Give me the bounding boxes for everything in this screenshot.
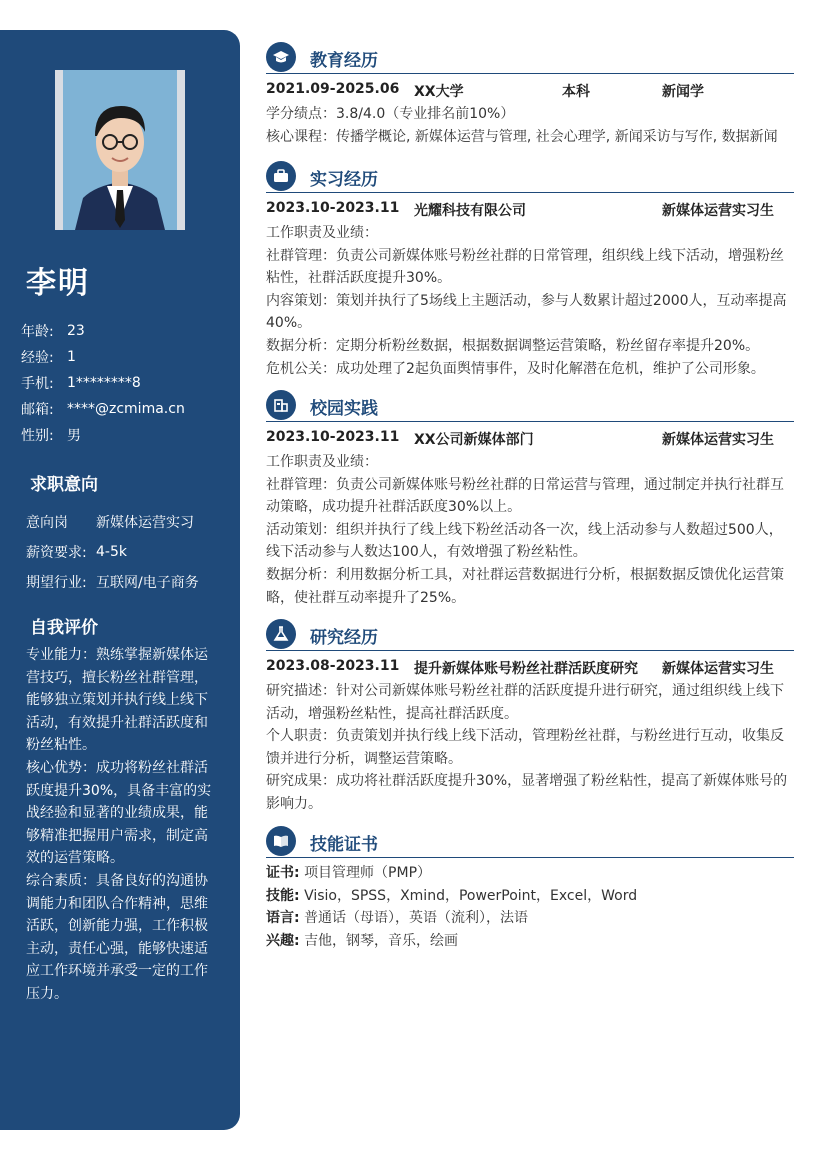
building-icon	[266, 390, 296, 420]
intent-value: 互联网/电子商务	[96, 575, 199, 591]
avatar-photo	[55, 70, 185, 230]
skill-value: Visio，SPSS，Xmind，PowerPoint，Excel，Word	[304, 887, 638, 904]
campus-period: 2023.10-2023.11	[266, 429, 400, 445]
info-label: 性别:	[21, 428, 54, 444]
education-degree: 本科	[562, 84, 590, 100]
section-title: 实习经历	[310, 170, 378, 190]
info-label: 手机:	[21, 376, 54, 392]
detail-line: 活动策划：组织并执行了线上线下粉丝活动各一次，线上活动参与人数超过500人，线下活动参与人数达100人，有效增强了粉丝粘性。	[266, 521, 783, 561]
briefcase-icon	[266, 161, 296, 191]
education-details	[266, 103, 794, 148]
intent-label: 意向岗	[26, 515, 68, 531]
internship-role: 新媒体运营实习生	[662, 203, 774, 219]
section-internship	[266, 161, 794, 193]
intent-heading: 求职意向	[30, 475, 98, 495]
self-eval-paragraph: 核心优势：成功将粉丝社群活跃度提升30%，具备丰富的实战经验和显著的业绩成果，能够精准把握用户需求，制定高效的运营策略。	[26, 759, 212, 867]
detail-line: 工作职责及业绩：	[266, 454, 378, 470]
detail-line: 社群管理：负责公司新媒体账号粉丝社群的日常管理，组织线上线下活动，增强粉丝粘性，社群活跃度提升30%。	[266, 247, 784, 287]
detail-line: 研究描述：针对公司新媒体账号粉丝社群的活跃度提升进行研究，通过组织线上线下活动，增强粉丝粘性，提高社群活跃度。	[266, 683, 784, 722]
research-role: 新媒体运营实习生	[662, 661, 774, 677]
intent-value: 4-5k	[96, 544, 127, 560]
candidate-name: 李明	[26, 266, 90, 301]
basic-info	[21, 318, 231, 448]
intent-label: 薪资要求:	[26, 545, 87, 561]
campus-header	[266, 429, 794, 449]
info-email	[21, 396, 231, 422]
skill-row	[266, 907, 794, 930]
intent-row	[26, 567, 231, 597]
intent-label: 期望行业:	[26, 575, 87, 591]
skill-label: 技能:	[266, 887, 300, 904]
research-details	[266, 680, 794, 816]
section-campus	[266, 390, 794, 422]
self-eval-heading: 自我评价	[30, 618, 98, 638]
graduation-cap-icon	[266, 42, 296, 72]
info-value: 男	[67, 428, 81, 444]
flask-icon	[266, 619, 296, 649]
internship-period: 2023.10-2023.11	[266, 200, 400, 216]
job-intent	[26, 507, 231, 597]
research-header	[266, 658, 794, 678]
info-label: 年龄:	[21, 324, 54, 340]
detail-line: 数据分析：定期分析粉丝数据，根据数据调整运营策略，粉丝留存率提升20%。	[266, 337, 760, 354]
info-value: 1	[67, 349, 76, 365]
self-eval-paragraph: 综合素质：具备良好的沟通协调能力和团队合作精神，思维活跃，创新能力强，工作积极主动，责任心强，能够快速适应工作环境并承受一定的工作压力。	[26, 872, 208, 1002]
section-research	[266, 619, 794, 651]
info-gender	[21, 422, 231, 448]
section-skills	[266, 826, 794, 858]
self-eval-text	[26, 644, 218, 1006]
info-label: 邮箱:	[21, 402, 54, 418]
detail-line: 个人职责：负责策划并执行线上线下活动，管理粉丝社群，与粉丝进行互动，收集反馈并进行分析，调整运营策略。	[266, 728, 784, 767]
section-title: 技能证书	[310, 835, 378, 855]
skill-row	[266, 885, 794, 908]
book-icon	[266, 826, 296, 856]
research-topic: 提升新媒体账号粉丝社群活跃度研究	[414, 661, 638, 677]
internship-company: 光耀科技有限公司	[414, 203, 526, 219]
info-age	[21, 318, 231, 344]
education-school: XX大学	[414, 84, 464, 100]
detail-line: 危机公关：成功处理了2起负面舆情事件，及时化解潜在危机，维护了公司形象。	[266, 360, 765, 377]
intent-row	[26, 507, 231, 537]
detail-line: 内容策划：策划并执行了5场线上主题活动，参与人数累计超过2000人，互动率提高40%。	[266, 292, 787, 332]
skill-value: 项目管理师（PMP）	[304, 865, 432, 881]
skill-label: 兴趣:	[266, 932, 300, 949]
campus-details	[266, 451, 794, 609]
detail-line: 学分绩点：3.8/4.0（专业排名前10%）	[266, 106, 515, 122]
section-title: 教育经历	[310, 51, 378, 71]
education-major: 新闻学	[662, 84, 704, 100]
campus-role: 新媒体运营实习生	[662, 432, 774, 448]
skills-list	[266, 862, 794, 952]
intent-row	[26, 537, 231, 567]
skill-value: 吉他，钢琴，音乐，绘画	[304, 932, 459, 949]
detail-line: 数据分析：利用数据分析工具，对社群运营数据进行分析，根据数据反馈优化运营策略，使社群互动率提升了25%。	[266, 566, 784, 606]
section-title: 研究经历	[310, 628, 378, 648]
skill-label: 语言:	[266, 910, 300, 927]
self-eval-paragraph: 专业能力：熟练掌握新媒体运营技巧，擅长粉丝社群管理，能够独立策划并执行线上线下活动，有效提升社群活跃度和粉丝粘性。	[26, 647, 208, 754]
info-value: 1********8	[67, 375, 141, 391]
research-period: 2023.08-2023.11	[266, 658, 400, 674]
detail-line: 社群管理：负责公司新媒体账号粉丝社群的日常运营与管理，通过制定并执行社群互动策略，成功提升社群活跃度30%以上。	[266, 476, 784, 516]
skill-row	[266, 862, 794, 885]
section-title: 校园实践	[310, 399, 378, 419]
skill-value: 普通话（母语），英语（流利），法语	[304, 910, 529, 927]
internship-header	[266, 200, 794, 220]
info-value: 23	[67, 323, 85, 339]
education-header	[266, 81, 794, 101]
detail-line: 核心课程：传播学概论, 新媒体运营与管理, 社会心理学, 新闻采访与写作, 数据新闻	[266, 128, 778, 145]
skill-label: 证书:	[266, 865, 300, 881]
info-experience	[21, 344, 231, 370]
intent-value: 新媒体运营实习	[96, 515, 194, 531]
internship-details	[266, 222, 794, 380]
info-phone	[21, 370, 231, 396]
education-period: 2021.09-2025.06	[266, 81, 400, 97]
detail-line: 研究成果：成功将社群活跃度提升30%，显著增强了粉丝粘性，提高了新媒体账号的影响力。	[266, 773, 788, 812]
section-education	[266, 42, 794, 74]
info-value: ****@zcmima.cn	[67, 401, 185, 417]
campus-org: XX公司新媒体部门	[414, 432, 534, 448]
info-label: 经验:	[21, 350, 54, 366]
skill-row	[266, 930, 794, 953]
sidebar	[0, 30, 240, 1130]
detail-line: 工作职责及业绩：	[266, 225, 378, 241]
